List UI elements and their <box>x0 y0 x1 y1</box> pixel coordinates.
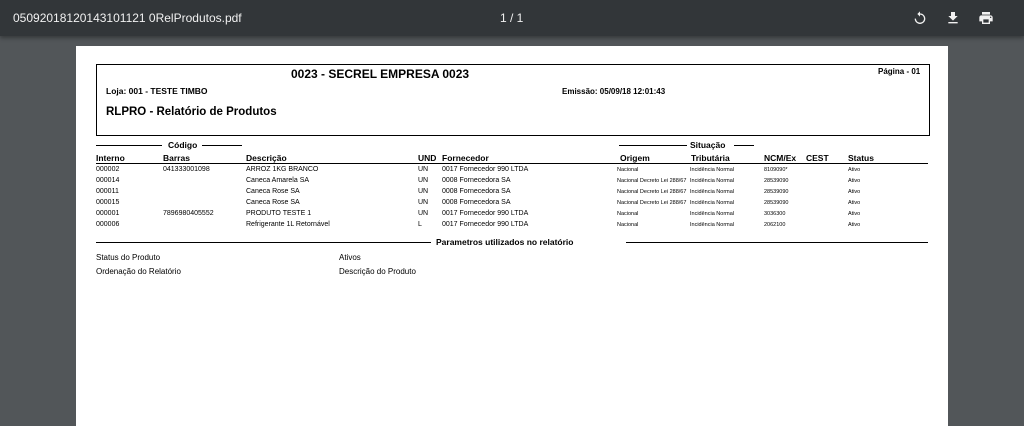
col-barras: Barras <box>163 153 190 163</box>
params-heading: Parametros utilizados no relatório <box>436 237 574 247</box>
cell-status: Ativo <box>848 200 861 206</box>
col-origem: Origem <box>620 153 650 163</box>
rotate-icon <box>912 10 928 26</box>
group-situacao: Situação <box>690 140 726 150</box>
page-indicator: 1 / 1 <box>500 11 524 25</box>
cell-origem: Nacional Decreto Lei 288/67 <box>617 200 687 206</box>
cell-ncm: 28539090 <box>764 178 789 184</box>
download-button[interactable] <box>943 8 963 28</box>
document-filename: 05092018120143101121 0RelProdutos.pdf <box>13 11 242 25</box>
cell-und: UN <box>418 166 429 173</box>
group-codigo: Código <box>168 140 198 150</box>
page-number: Página - 01 <box>878 67 921 76</box>
cell-tributaria: Incidência Normal <box>690 211 735 217</box>
cell-descricao: Caneca Amarela SA <box>246 177 310 184</box>
cell-fornecedor: 0017 Fornecedor 990 LTDA <box>442 221 529 228</box>
download-icon <box>945 10 961 26</box>
codigo-rule-left <box>96 145 162 146</box>
cell-fornecedor: 0008 Fornecedora SA <box>442 199 511 206</box>
cell-status: Ativo <box>848 167 861 173</box>
cell-fornecedor: 0008 Fornecedora SA <box>442 188 511 195</box>
cell-und: UN <box>418 177 429 184</box>
col-status: Status <box>848 153 874 163</box>
cell-origem: Nacional <box>617 222 639 228</box>
col-fornecedor: Fornecedor <box>442 153 489 163</box>
cell-interno: 000011 <box>96 188 119 195</box>
cell-tributaria: Incidência Normal <box>690 167 735 173</box>
cell-origem: Nacional Decreto Lei 288/67 <box>617 189 687 195</box>
cell-status: Ativo <box>848 178 861 184</box>
cell-interno: 000015 <box>96 199 120 206</box>
cell-descricao: Refrigerante 1L Retornável <box>246 221 330 228</box>
emission-datetime: Emissão: 05/09/18 12:01:43 <box>562 87 666 96</box>
col-ncm: NCM/Ex <box>764 153 797 163</box>
cell-und: UN <box>418 210 429 217</box>
pdf-page <box>76 46 948 426</box>
codigo-rule-right <box>202 145 242 146</box>
cell-ncm: 8109090* <box>764 167 788 173</box>
cell-status: Ativo <box>848 211 861 217</box>
cell-tributaria: Incidência Normal <box>690 189 735 195</box>
cell-interno: 000014 <box>96 177 120 184</box>
cell-ncm: 28539090 <box>764 189 789 195</box>
situacao-rule-left <box>619 145 687 146</box>
cell-barras: 041333001098 <box>163 166 210 173</box>
situacao-rule-right <box>734 145 754 146</box>
params-rule-right <box>626 242 928 243</box>
col-tributaria: Tributária <box>691 153 730 163</box>
param-label: Status do Produto <box>96 253 161 262</box>
header-rule <box>96 163 928 164</box>
cell-fornecedor: 0017 Fornecedor 990 LTDA <box>442 166 529 173</box>
cell-tributaria: Incidência Normal <box>690 200 735 206</box>
cell-descricao: ARROZ 1KG BRANCO <box>246 166 319 173</box>
print-button[interactable] <box>976 8 996 28</box>
cell-fornecedor: 0008 Fornecedora SA <box>442 177 511 184</box>
cell-interno: 000002 <box>96 166 120 173</box>
params-rule-left <box>96 242 431 243</box>
pdf-toolbar <box>0 0 1024 36</box>
cell-tributaria: Incidência Normal <box>690 222 735 228</box>
col-interno: Interno <box>96 153 125 163</box>
cell-ncm: 28539090 <box>764 200 789 206</box>
report-header-box <box>96 64 930 136</box>
cell-interno: 000006 <box>96 221 120 228</box>
cell-und: UN <box>418 199 429 206</box>
cell-tributaria: Incidência Normal <box>690 178 735 184</box>
store-label: Loja: 001 - TESTE TIMBO <box>106 86 208 96</box>
cell-status: Ativo <box>848 189 861 195</box>
rotate-button[interactable] <box>910 8 930 28</box>
cell-origem: Nacional Decreto Lei 288/67 <box>617 178 687 184</box>
cell-barras: 7896980405552 <box>163 210 214 217</box>
param-label: Ordenação do Relatório <box>96 267 181 276</box>
cell-origem: Nacional <box>617 167 639 173</box>
cell-descricao: Caneca Rose SA <box>246 188 300 195</box>
param-value: Ativos <box>339 253 361 262</box>
cell-ncm: 2062100 <box>764 222 786 228</box>
cell-descricao: PRODUTO TESTE 1 <box>246 210 312 217</box>
cell-origem: Nacional <box>617 211 639 217</box>
print-icon <box>978 10 994 26</box>
col-descricao: Descrição <box>246 153 287 163</box>
param-value: Descrição do Produto <box>339 267 416 276</box>
cell-ncm: 3036300 <box>764 211 786 217</box>
company-name: 0023 - SECREL EMPRESA 0023 <box>291 67 470 81</box>
report-title: RLPRO - Relatório de Produtos <box>106 106 277 118</box>
cell-descricao: Caneca Rose SA <box>246 199 300 206</box>
cell-und: L <box>418 221 422 228</box>
col-und: UND <box>418 153 437 163</box>
col-cest: CEST <box>806 153 829 163</box>
cell-fornecedor: 0017 Fornecedor 990 LTDA <box>442 210 529 217</box>
cell-status: Ativo <box>848 222 861 228</box>
cell-und: UN <box>418 188 429 195</box>
cell-interno: 000001 <box>96 210 120 217</box>
